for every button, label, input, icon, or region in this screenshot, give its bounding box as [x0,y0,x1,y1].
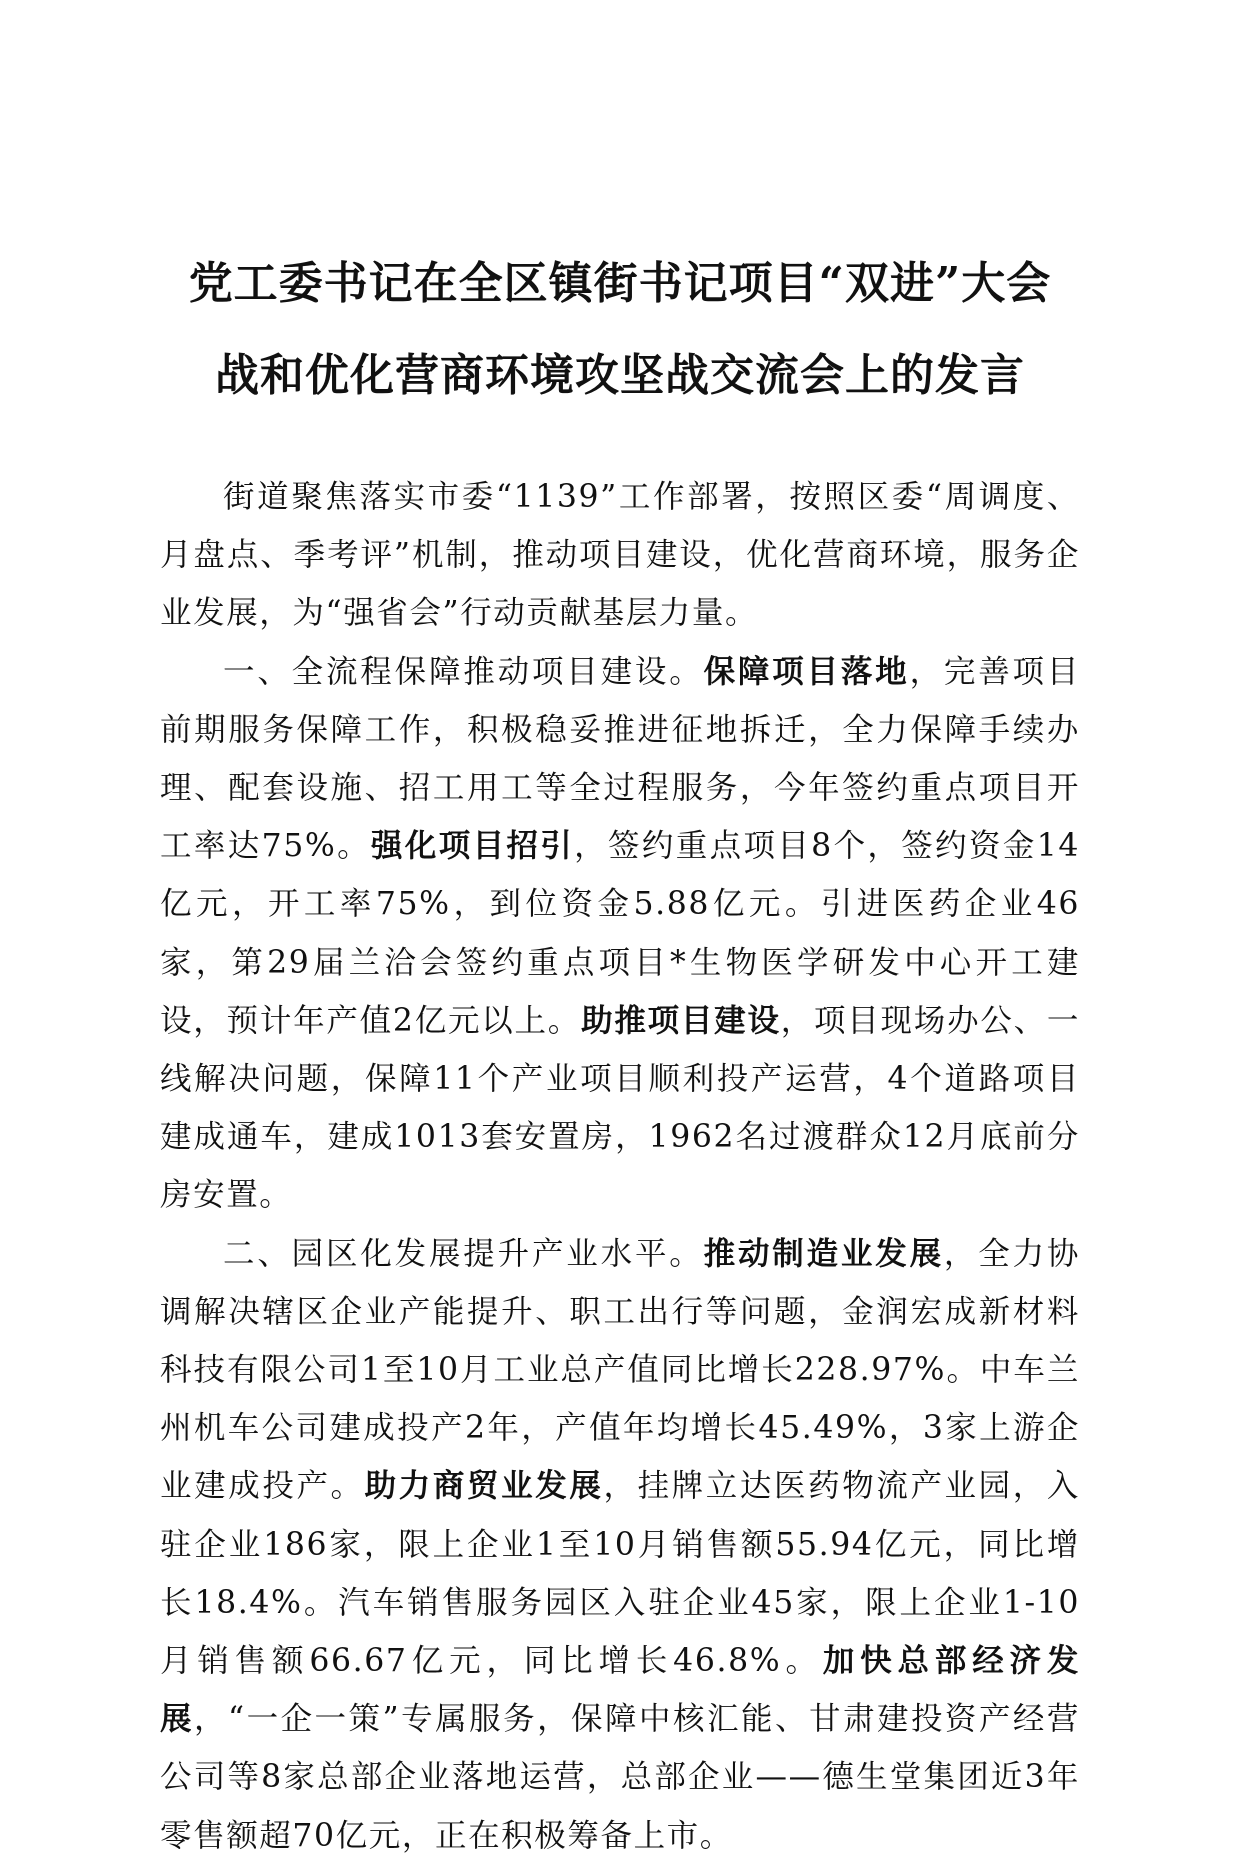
section-2-text-2: ，挂牌立达医药物流产业园，入驻企业186家，限上企业1至10月销售额55.94亿元，同比增长18.4%。汽车销售服务园区入驻企业45家，限上企业1-10月销售额66.67亿元，同比增长46.8%。 [160,1468,1080,1680]
title-line-2: 战和优化营商环境攻坚战交流会上的发言 [215,350,1025,401]
section-1-text-2: ，签约重点项目8个，签约资金14亿元，开工率75%，到位资金5.88亿元。引进医药企业46家，第29届兰洽会签约重点项目*生物医学研发中心开工建设，预计年产值2亿元以上。 [160,828,1081,1039]
section-2-text-1: ，全力协调解决辖区企业产能提升、职工出行等问题，金润宏成新材料科技有限公司1至10月工业总产值同比增长228.97%。中车兰州机车公司建成投产2年，产值年均增长45.49%，3家上游企业建成投产。 [160,1235,1081,1505]
section-2-lead-1: 推动制造业发展 [703,1235,944,1272]
section-1-paragraph [160,643,1080,1225]
section-1-text-3: ，项目现场办公、一线解决问题，保障11个产业项目顺利投产运营，4个道路项目建成通车，建成1013套安置房，1962名过渡群众12月底前分房安置。 [160,1002,1080,1214]
section-2-lead-3: 加快总部经济发展 [160,1643,1080,1738]
section-2-heading: 二、园区化发展提升产业水平。 [223,1235,704,1272]
section-2-lead-2: 助力商贸业发展 [364,1468,604,1505]
document-title [150,238,1090,422]
document-body [160,468,1080,1865]
section-2-text-3: ，“一企一策”专属服务，保障中核汇能、甘肃建投资产经营公司等8家总部企业落地运营，总部企业——德生堂集团近3年零售额超70亿元，正在积极筹备上市。 [160,1701,1080,1854]
intro-text: 街道聚焦落实市委“1139”工作部署，按照区委“周调度、月盘点、季考评”机制，推动项目建设，优化营商环境，服务企业发展，为“强省会”行动贡献基层力量。 [160,479,1080,632]
section-1-lead-2: 强化项目招引 [371,828,575,865]
section-1-heading: 一、全流程保障推动项目建设。 [223,653,704,690]
section-1-lead-3: 助推项目建设 [581,1002,781,1039]
section-1-lead-1: 保障项目落地 [703,653,910,690]
section-1-text-1: ，完善项目前期服务保障工作，积极稳妥推进征地拆迁，全力保障手续办理、配套设施、招工用工等全过程服务，今年签约重点项目开工率达75%。 [160,653,1080,865]
intro-paragraph [160,468,1080,643]
title-line-1: 党工委书记在全区镇街书记项目“双进”大会 [188,258,1052,309]
section-2-paragraph [160,1225,1080,1865]
